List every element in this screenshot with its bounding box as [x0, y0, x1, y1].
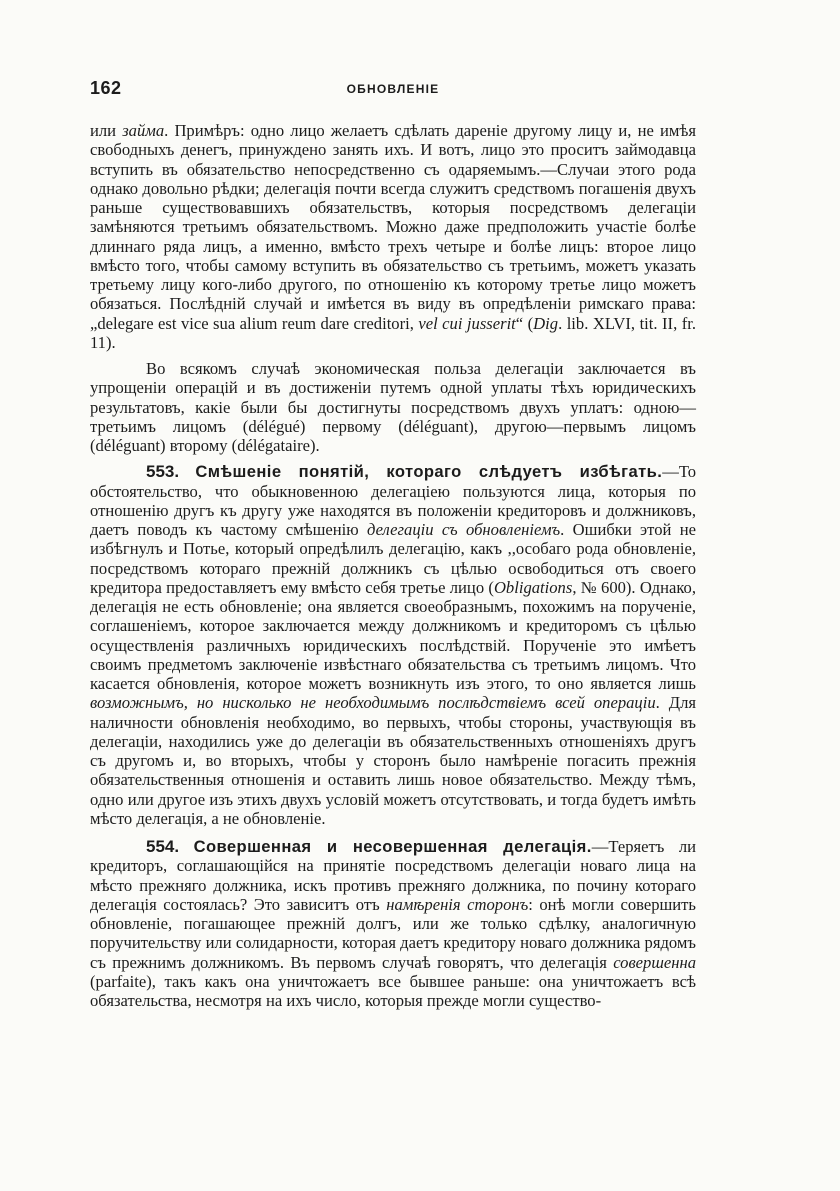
section-553-title: Смѣшеніе понятій, котораго слѣдуетъ избѣгать. [195, 462, 663, 482]
page-header [90, 78, 696, 106]
section-554-title: Совершенная и несовершенная делегація. [193, 837, 592, 856]
section-553-number: 553. [146, 462, 180, 482]
running-title: ОБНОВЛЕНІЕ [346, 82, 440, 96]
section-554-number: 554. [146, 837, 180, 856]
section-554: 554. Совершенная и несовершенная делегація.—Теряетъ ли кредиторъ, соглашающійся на принятіе посредствомъ делегаціи новаго лица на мѣсто прежняго должника, искъ противъ прежняго должника, по почину котораго делегація состоялась? Это зависитъ отъ намѣренія сторонъ: онѣ могли совершить обновленіе, погашающее прежній долгъ, или же только сдѣлку, аналогичную поручительству или солидарности, которая даетъ кредитору новаго должника рядомъ съ прежнимъ должникомъ. Въ первомъ случаѣ говорятъ, что делегація совершенна (parfaite), такъ какъ она уничтожаетъ все бывшее раньше: она уничтожаетъ всѣ обязательства, несмотря на ихъ число, которыя прежде могли существо- [90, 837, 696, 1010]
paragraph-economic-benefit: Во всякомъ случаѣ экономическая польза делегаціи заключается въ упрощеніи операцій и въ достиженіи путемъ одной уплаты тѣхъ юридическихъ результатовъ, какіе были бы достигнуты посредствомъ двухъ уплатъ: одною—третьимъ лицомъ (délégué) первому (déléguant), другою—первымъ лицомъ (déléguant) второму (délégataire). [90, 359, 696, 455]
section-553: 553. Смѣшеніе понятій, котораго слѣдуетъ избѣгать.—То обстоятельство, что обыкновенною делегаціею пользуются лица, которыя по отношенію другъ къ другу уже находятся въ положеніи кредиторовъ и должниковъ, даетъ поводъ къ частому смѣшенію делегаціи съ обновленіемъ. Ошибки этой не избѣгнулъ и Потье, который опредѣлилъ делегацію, какъ ,,особаго рода обновленіе, посредствомъ котораго прежній должникъ съ цѣлью освободиться отъ своего кредитора предоставляетъ ему вмѣсто себя третье лицо (Obligations, № 600). Однако, делегація не есть обновленіе; она является своеобразнымъ, похожимъ на порученіе, соглашеніемъ, которое заключается между должникомъ и кредиторомъ съ цѣлью осуществленія различныхъ юридическихъ послѣдствій. Порученіе это имѣетъ своимъ предметомъ заключеніе извѣстнаго обязательства съ третьимъ лицомъ. Что касается обновленія, которое можетъ возникнуть изъ этого, то оно является лишь возможнымъ, но нисколько не необходимымъ послѣдствіемъ всей операціи. Для наличности обновленія необходимо, во первыхъ, чтобы стороны, участвующія въ делегаціи, находились уже до делегаціи въ обязательственныхъ отношеніяхъ другъ съ другомъ и, во вторыхъ, чтобы у сторонъ было намѣреніе погасить прежнія обязательственныя отношенія и оставить лишь новое обязательство. Между тѣмъ, одно или другое изъ этихъ двухъ условій можетъ отсутствовать, и тогда будетъ имѣть мѣсто делегація, а не обновленіе. [90, 462, 696, 828]
page-number: 162 [90, 78, 122, 98]
paragraph-loan-example: или займа. Примѣръ: одно лицо желаетъ сдѣлать дареніе другому лицу и, не имѣя свободныхъ денегъ, принуждено занять ихъ. И вотъ, лицо это проситъ займодавца вступить въ обязательство непосредственно съ одаряемымъ.—Случаи этого рода однако довольно рѣдки; делегація почти всегда служитъ средствомъ погашенія двухъ раньше существовавшихъ обязательствъ, которыя посредствомъ делегаціи замѣняются третьимъ обязательствомъ. Можно даже предположить участіе болѣе длиннаго ряда лицъ, а именно, вмѣсто трехъ четыре и болѣе лицъ: второе лицо вмѣсто того, чтобы самому вступить въ обязательство съ третьимъ, можетъ указать третьему лицу кого-либо другого, по отношенію къ которому третье лицо можетъ обязаться. Послѣдній случай и имѣется въ виду въ опредѣленіи римскаго права: „delegare est vice sua alium reum dare creditori, vel cui jusserit“ (Dig. lib. XLVI, tit. II, fr. 11). [90, 121, 696, 352]
body-text [90, 121, 696, 1010]
